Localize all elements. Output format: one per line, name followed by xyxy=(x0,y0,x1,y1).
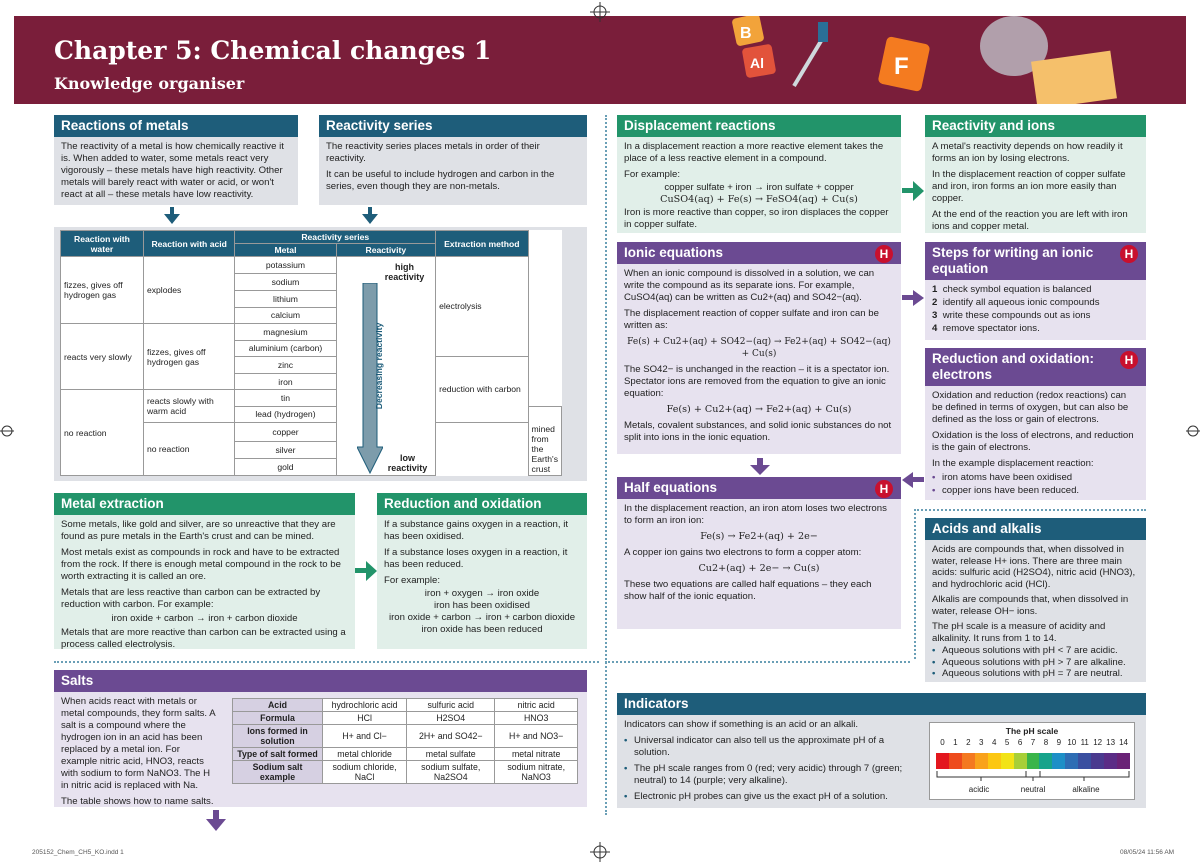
water-cell: reacts very slowly xyxy=(61,324,144,390)
redox-e-text-1: Oxidation and reduction (redox reactions) can be defined in terms of oxygen, but can also be defined as the loss or gain of electrons. xyxy=(932,390,1129,425)
footer-date-label: 08/05/24 11:56 AM xyxy=(1120,849,1175,856)
metal-cell: lithium xyxy=(235,290,336,307)
col-header-series: Reactivity series xyxy=(235,231,436,244)
metal-cell: aluminium (carbon) xyxy=(235,341,336,357)
ph-number: 7 xyxy=(1030,738,1036,747)
half-equations-panel xyxy=(617,477,901,629)
indicators-bullet-3: • Electronic pH probes can give us the exact pH of a solution. xyxy=(624,791,910,803)
metal-cell: iron xyxy=(235,373,336,390)
salts-cell: Sodium salt example xyxy=(233,761,323,784)
step-1: check symbol equation is balanced xyxy=(942,284,1092,295)
reactivity-series-panel xyxy=(319,115,587,205)
reactivity-ions-panel xyxy=(925,115,1146,233)
ph-color-segment xyxy=(1027,753,1040,769)
metal-extraction-text-4: Metals that are more reactive than carbon can be extracted using a process called electrolysis. xyxy=(61,627,346,650)
redox-example-4: iron oxide has been reduced xyxy=(421,624,543,635)
displacement-text-3: Iron is more reactive than copper, so iron displaces the copper in copper sulfate. xyxy=(624,207,889,230)
page-subtitle: Knowledge organiser xyxy=(54,74,245,93)
acid-cell: explodes xyxy=(143,257,234,324)
divider xyxy=(605,661,910,663)
reactivity-series-title: Reactivity series xyxy=(319,115,587,137)
displacement-title: Displacement reactions xyxy=(617,115,901,137)
ph-color-segment xyxy=(988,753,1001,769)
higher-tier-badge: H xyxy=(875,480,893,498)
ph-number: 4 xyxy=(991,738,997,747)
acids-alkalis-title: Acids and alkalis xyxy=(925,518,1146,540)
water-cell: no reaction xyxy=(61,390,144,476)
redox-electrons-title: Reduction and oxidation: electrons xyxy=(932,351,1094,382)
ph-alkaline-label: alkaline xyxy=(1072,785,1100,794)
step-3: write these compounds out as ions xyxy=(942,310,1091,321)
col-header-reactivity: Reactivity xyxy=(336,244,436,257)
salts-cell: H+ and Cl− xyxy=(322,725,406,748)
salts-cell: 2H+ and SO42− xyxy=(407,725,495,748)
half-text-3: These two equations are called half equations – they each show half of the ionic equation. xyxy=(624,579,872,602)
ph-number: 11 xyxy=(1080,738,1089,747)
metal-cell: copper xyxy=(235,422,336,441)
ph-number: 5 xyxy=(1004,738,1010,747)
down-arrow-icon xyxy=(362,214,378,224)
ph-number: 12 xyxy=(1093,738,1103,747)
metal-cell: tin xyxy=(235,390,336,407)
ph-color-segment xyxy=(1117,753,1130,769)
higher-tier-badge: H xyxy=(875,245,893,263)
metal-extraction-title: Metal extraction xyxy=(54,493,355,515)
down-arrow-icon xyxy=(164,214,180,224)
redox-example-2: iron has been oxidised xyxy=(433,600,530,611)
reactivity-arrow-cell xyxy=(336,257,436,476)
metal-cell: zinc xyxy=(235,356,336,373)
salts-cell: Formula xyxy=(233,712,323,725)
steps-panel: Steps for writing an ionic equation H 1 check symbol equation is balanced 2 identify all aqueous ionic compounds 3 write these compounds out as ions 4 remove spectator ions. xyxy=(925,242,1146,340)
ionic-text-2: The displacement reaction of copper sulfate and iron can be written as: xyxy=(624,308,879,331)
displacement-word-equation: copper sulfate + iron → iron sulfate + copper xyxy=(664,182,854,193)
reactivity-table-panel xyxy=(54,227,587,481)
indicators-bullet-1: • Universal indicator can also tell us the approximate pH of a solution. xyxy=(624,735,910,759)
salts-cell: HCl xyxy=(322,712,406,725)
ph-color-segment xyxy=(1091,753,1104,769)
reactivity-ions-title: Reactivity and ions xyxy=(925,115,1146,137)
ph-color-segment xyxy=(1052,753,1065,769)
ph-color-segment xyxy=(1104,753,1117,769)
metal-cell: calcium xyxy=(235,307,336,324)
ionic-equations-title-bar xyxy=(617,242,901,264)
metal-extraction-text-1: Some metals, like gold and silver, are so unreactive that they are found as pure metals in the Earth's crust and can be mined. xyxy=(61,519,336,542)
metal-cell: silver xyxy=(235,442,336,459)
metal-extraction-equation: iron oxide + carbon → iron + carbon dioxide xyxy=(111,613,298,624)
ph-scale-diagram xyxy=(929,722,1135,800)
registration-mark-icon xyxy=(1186,421,1200,441)
salts-title: Salts xyxy=(54,670,587,692)
decreasing-reactivity-label: Decreasing reactivity xyxy=(373,322,384,410)
salts-cell: Ions formed in solution xyxy=(233,725,323,748)
higher-tier-badge: H xyxy=(1120,245,1138,263)
reactivity-ions-text-1: A metal's reactivity depends on how readily it forms an ion by losing electrons. xyxy=(932,141,1123,164)
indicators-text: Indicators can show if something is an acid or an alkali. xyxy=(624,719,859,730)
ph-color-segment xyxy=(1039,753,1052,769)
half-equation-1: Fe(s) → Fe2+(aq) + 2e− xyxy=(700,531,818,542)
redox-electrons-title-bar xyxy=(925,348,1146,386)
redox-text-3: For example: xyxy=(384,575,440,586)
ph-number: 1 xyxy=(953,738,958,747)
reactivity-ions-text-2: In the displacement reaction of copper sulfate and iron, iron forms an ion more easily than copper. xyxy=(932,169,1126,204)
registration-mark-icon xyxy=(0,421,14,441)
redox-e-bullet-2: • copper ions have been reduced. xyxy=(932,485,1139,497)
svg-text:F: F xyxy=(894,53,909,80)
salts-cell: sodium sulfate, Na2SO4 xyxy=(407,761,495,784)
ph-number: 10 xyxy=(1067,738,1077,747)
col-header-water: Reaction with water xyxy=(61,231,144,257)
acids-text-3: The pH scale is a measure of acidity and alkalinity. It runs from 1 to 14. xyxy=(932,621,1106,644)
ionic-full-equation: Fe(s) + Cu2+(aq) + SO42−(aq) → Fe2+(aq) + SO42−(aq) + Cu(s) xyxy=(627,337,891,359)
down-arrow-icon xyxy=(750,458,770,476)
steps-title: Steps for writing an ionic equation xyxy=(932,245,1094,276)
salts-cell: nitric acid xyxy=(495,699,578,712)
metal-extraction-panel xyxy=(54,493,355,649)
col-header-extraction: Extraction method xyxy=(436,231,528,257)
ph-color-segment xyxy=(1001,753,1014,769)
lab-illustration xyxy=(714,16,1184,104)
registration-mark-icon xyxy=(590,2,610,22)
salts-cell: Type of salt formed xyxy=(233,748,323,761)
right-arrow-icon xyxy=(355,561,377,581)
displacement-symbol-equation: CuSO4(aq) + Fe(s) → FeSO4(aq) + Cu(s) xyxy=(660,194,858,205)
ph-acidic-label: acidic xyxy=(968,785,990,794)
svg-text:B: B xyxy=(740,25,752,42)
acid-cell: fizzes, gives off hydrogen gas xyxy=(143,324,234,390)
half-equation-2: Cu2+(aq) + 2e− → Cu(s) xyxy=(698,563,820,574)
left-arrow-icon xyxy=(902,472,924,488)
salts-table xyxy=(232,698,578,784)
acids-bullet-2: • Aqueous solutions with pH > 7 are alkaline. xyxy=(932,657,1139,669)
ph-scale-title: The pH scale xyxy=(1005,726,1059,736)
ionic-equations-panel xyxy=(617,242,901,454)
indicators-bullet-2: • The pH scale ranges from 0 (red; very acidic) through 7 (green; neutral) to 14 (purple; very alkaline). xyxy=(624,763,910,787)
redox-example-1: iron + oxygen → iron oxide xyxy=(424,588,540,599)
redox-electrons-panel xyxy=(925,348,1146,500)
reactivity-table xyxy=(60,230,562,476)
ionic-equation: Fe(s) + Cu2+(aq) → Fe2+(aq) + Cu(s) xyxy=(666,404,852,415)
ph-brackets xyxy=(936,771,1130,785)
metal-cell: gold xyxy=(235,459,336,476)
reduction-oxidation-panel xyxy=(377,493,587,649)
acids-alkalis-panel xyxy=(925,518,1146,682)
salts-cell: metal sulfate xyxy=(407,748,495,761)
low-reactivity-label: low reactivity xyxy=(387,453,428,473)
half-text-2: A copper ion gains two electrons to form a copper atom: xyxy=(624,547,862,558)
half-equations-title: Half equations xyxy=(624,480,718,495)
ph-number: 2 xyxy=(966,738,971,747)
ph-number: 6 xyxy=(1017,738,1023,747)
redox-e-bullet-1: • iron atoms have been oxidised xyxy=(932,472,1139,484)
reactivity-series-text-2: It can be useful to include hydrogen and carbon in the series, even though they are non-metals. xyxy=(326,169,555,192)
step-2: identify all aqueous ionic compounds xyxy=(942,297,1100,308)
reactions-of-metals-text: The reactivity of a metal is how chemically reactive it is. When added to water, some metals react very vigorously – these metals have high reactivity. Other metals will barely react with water or acid, or won't react at all – these metals have low reactivity. xyxy=(61,141,284,200)
right-arrow-icon xyxy=(902,290,924,306)
ph-number: 3 xyxy=(979,738,984,747)
ionic-text-3: The SO42− is unchanged in the reaction – it is a spectator ion. Spectator ions are removed from the equation to give an ionic equation: xyxy=(624,364,890,399)
half-text-1: In the displacement reaction, an iron atom loses two electrons to form an iron ion: xyxy=(624,503,887,526)
metal-cell: magnesium xyxy=(235,324,336,341)
metal-cell: potassium xyxy=(235,257,336,274)
ph-number: 0 xyxy=(940,738,945,747)
salts-text: When acids react with metals or metal compounds, they form salts. A salt is a compound where the hydrogen ion in an acid has been replaced by a metal ion. For example nitric acid, HNO3, reacts with sodium to form NaNO3. The H in nitric acid is replaced with Na. xyxy=(61,696,216,791)
salts-cell: hydrochloric acid xyxy=(322,699,406,712)
header-banner xyxy=(14,16,1186,104)
redox-e-text-3: In the example displacement reaction: xyxy=(932,458,1094,469)
ph-color-segment xyxy=(949,753,962,769)
metal-cell: lead (hydrogen) xyxy=(235,407,336,423)
indicators-title: Indicators xyxy=(617,693,1146,715)
salts-cell: Acid xyxy=(233,699,323,712)
ionic-text-1: When an ionic compound is dissolved in a solution, we can write the compound as its separate ions. For example, CuSO4(aq) can be written as Cu2+(aq) and SO42−(aq). xyxy=(624,268,875,303)
reactions-of-metals-panel xyxy=(54,115,298,205)
redox-example-3: iron oxide + carbon → iron + carbon dioxide xyxy=(388,612,576,623)
higher-tier-badge: H xyxy=(1120,351,1138,369)
reactivity-series-text-1: The reactivity series places metals in order of their reactivity. xyxy=(326,141,540,164)
ph-neutral-label: neutral xyxy=(1020,785,1046,794)
salts-panel xyxy=(54,670,587,807)
ph-number: 14 xyxy=(1119,738,1128,747)
step-4: remove spectator ions. xyxy=(942,323,1040,334)
down-arrow-icon xyxy=(206,810,226,832)
col-header-acid: Reaction with acid xyxy=(143,231,234,257)
ph-color-segment xyxy=(975,753,988,769)
extraction-cell: electrolysis xyxy=(436,257,528,357)
salts-cell: metal chloride xyxy=(322,748,406,761)
registration-mark-icon xyxy=(590,842,610,862)
reactions-of-metals-title: Reactions of metals xyxy=(54,115,298,137)
divider xyxy=(914,509,916,659)
ph-number: 8 xyxy=(1043,738,1049,747)
acids-text-1: Acids are compounds that, when dissolved in water, release H+ ions. There are three main acids: sulfuric acid (H2SO4), nitric acid (HNO3), and hydrochloric acid (HCl). xyxy=(932,544,1136,590)
ph-color-segment xyxy=(1078,753,1091,769)
ph-number: 9 xyxy=(1056,738,1062,747)
extraction-cell: reduction with carbon xyxy=(436,356,528,422)
divider xyxy=(605,115,607,815)
svg-text:Al: Al xyxy=(750,55,764,71)
displacement-text-2: For example: xyxy=(624,169,680,180)
footer-file-label: 205152_Chem_CH5_KO.indd 1 xyxy=(32,849,124,856)
acids-bullet-3: • Aqueous solutions with pH = 7 are neutral. xyxy=(932,668,1139,680)
ionic-equations-title: Ionic equations xyxy=(624,245,724,260)
displacement-text-1: In a displacement reaction a more reactive element takes the place of a less reactive element in a compound. xyxy=(624,141,884,164)
ph-color-segment xyxy=(936,753,949,769)
metal-cell: sodium xyxy=(235,273,336,290)
divider xyxy=(914,509,1146,511)
water-cell: fizzes, gives off hydrogen gas xyxy=(61,257,144,324)
salts-cell: H+ and NO3− xyxy=(495,725,578,748)
ph-color-segment xyxy=(1065,753,1078,769)
salts-cell: HNO3 xyxy=(495,712,578,725)
divider xyxy=(54,661,599,663)
acids-text-2: Alkalis are compounds that, when dissolved in water, release OH− ions. xyxy=(932,594,1129,617)
ph-number: 13 xyxy=(1106,738,1116,747)
redox-text-2: If a substance loses oxygen in a reaction, it has been reduced. xyxy=(384,547,568,570)
extraction-cell: mined from the Earth's crust xyxy=(528,407,561,476)
ph-color-segment xyxy=(962,753,975,769)
ph-color-segment xyxy=(1014,753,1027,769)
salts-cell: sodium nitrate, NaNO3 xyxy=(495,761,578,784)
salts-table-note: The table shows how to name salts. xyxy=(61,796,214,807)
reduction-oxidation-title: Reduction and oxidation xyxy=(377,493,587,515)
steps-title-bar xyxy=(925,242,1146,280)
redox-e-text-2: Oxidation is the loss of electrons, and reduction is the gain of electrons. xyxy=(932,430,1134,453)
metal-extraction-text-3: Metals that are less reactive than carbon can be extracted by reduction with carbon. For example: xyxy=(61,587,321,610)
acid-cell: reacts slowly with warm acid xyxy=(143,390,234,422)
acid-cell: no reaction xyxy=(143,422,234,475)
salts-cell: metal nitrate xyxy=(495,748,578,761)
salts-cell: H2SO4 xyxy=(407,712,495,725)
half-equations-title-bar xyxy=(617,477,901,499)
high-reactivity-label: high reactivity xyxy=(384,262,425,282)
metal-extraction-text-2: Most metals exist as compounds in rock and have to be extracted from the rock. If there is enough metal compound in the rock to be worth extracting it is called an ore. xyxy=(61,547,341,582)
acids-bullet-1: • Aqueous solutions with pH < 7 are acidic. xyxy=(932,645,1139,657)
right-arrow-icon xyxy=(902,181,924,201)
displacement-panel xyxy=(617,115,901,233)
ionic-text-4: Metals, covalent substances, and solid ionic substances do not split into ions in the ionic equation. xyxy=(624,420,892,443)
col-header-metal: Metal xyxy=(235,244,336,257)
redox-text-1: If a substance gains oxygen in a reaction, it has been oxidised. xyxy=(384,519,568,542)
reactivity-ions-text-3: At the end of the reaction you are left with iron ions and copper metal. xyxy=(932,209,1128,232)
salts-cell: sodium chloride, NaCl xyxy=(322,761,406,784)
page-title: Chapter 5: Chemical changes 1 xyxy=(54,36,492,65)
salts-cell: sulfuric acid xyxy=(407,699,495,712)
